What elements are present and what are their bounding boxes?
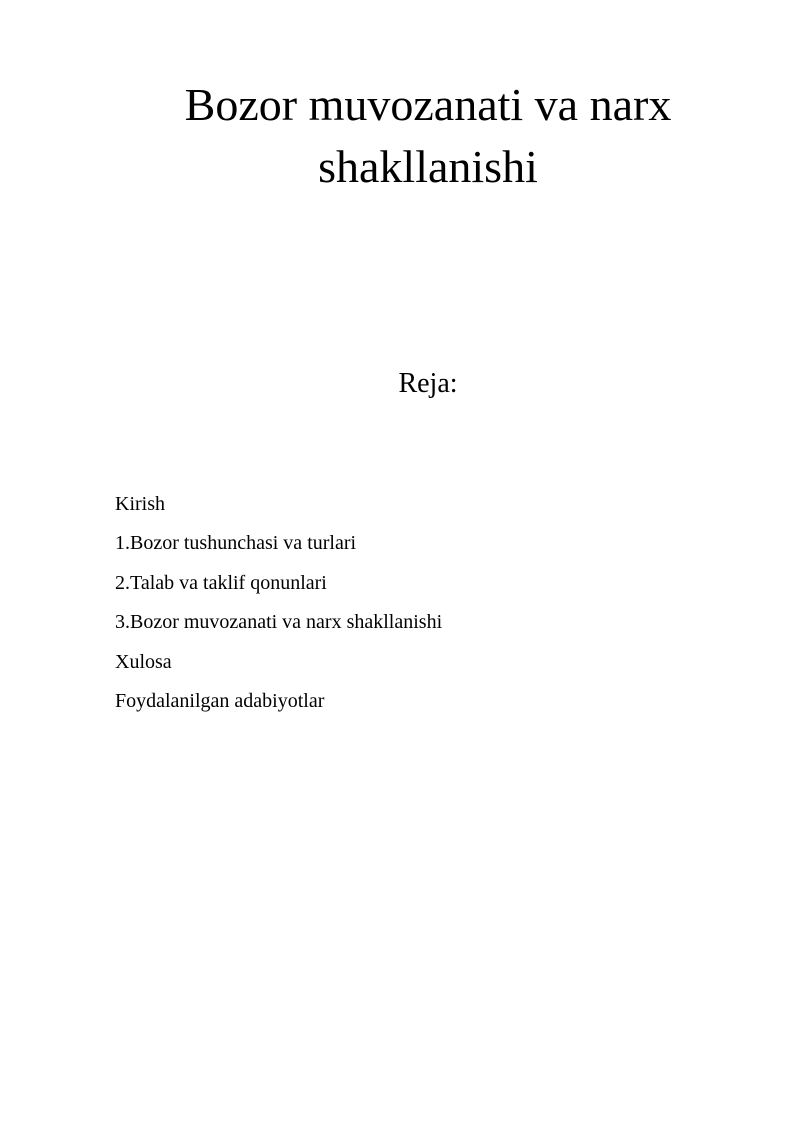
plan-item-1: 1.Bozor tushunchasi va turlari [115, 532, 357, 555]
plan-heading: Reja: [398, 368, 458, 399]
plan-item-3: 3.Bozor muvozanati va narx shakllanishi [115, 611, 443, 634]
plan-item-conclusion: Xulosa [115, 650, 172, 673]
plan-list [115, 492, 442, 728]
document-title: Bozor muvozanati va narx shakllanishi [184, 79, 672, 192]
plan-item-2: 2.Talab va taklif qonunlari [115, 571, 327, 594]
plan-item-references: Foydalanilgan adabiyotlar [115, 689, 325, 712]
plan-item-introduction: Kirish [115, 493, 165, 515]
